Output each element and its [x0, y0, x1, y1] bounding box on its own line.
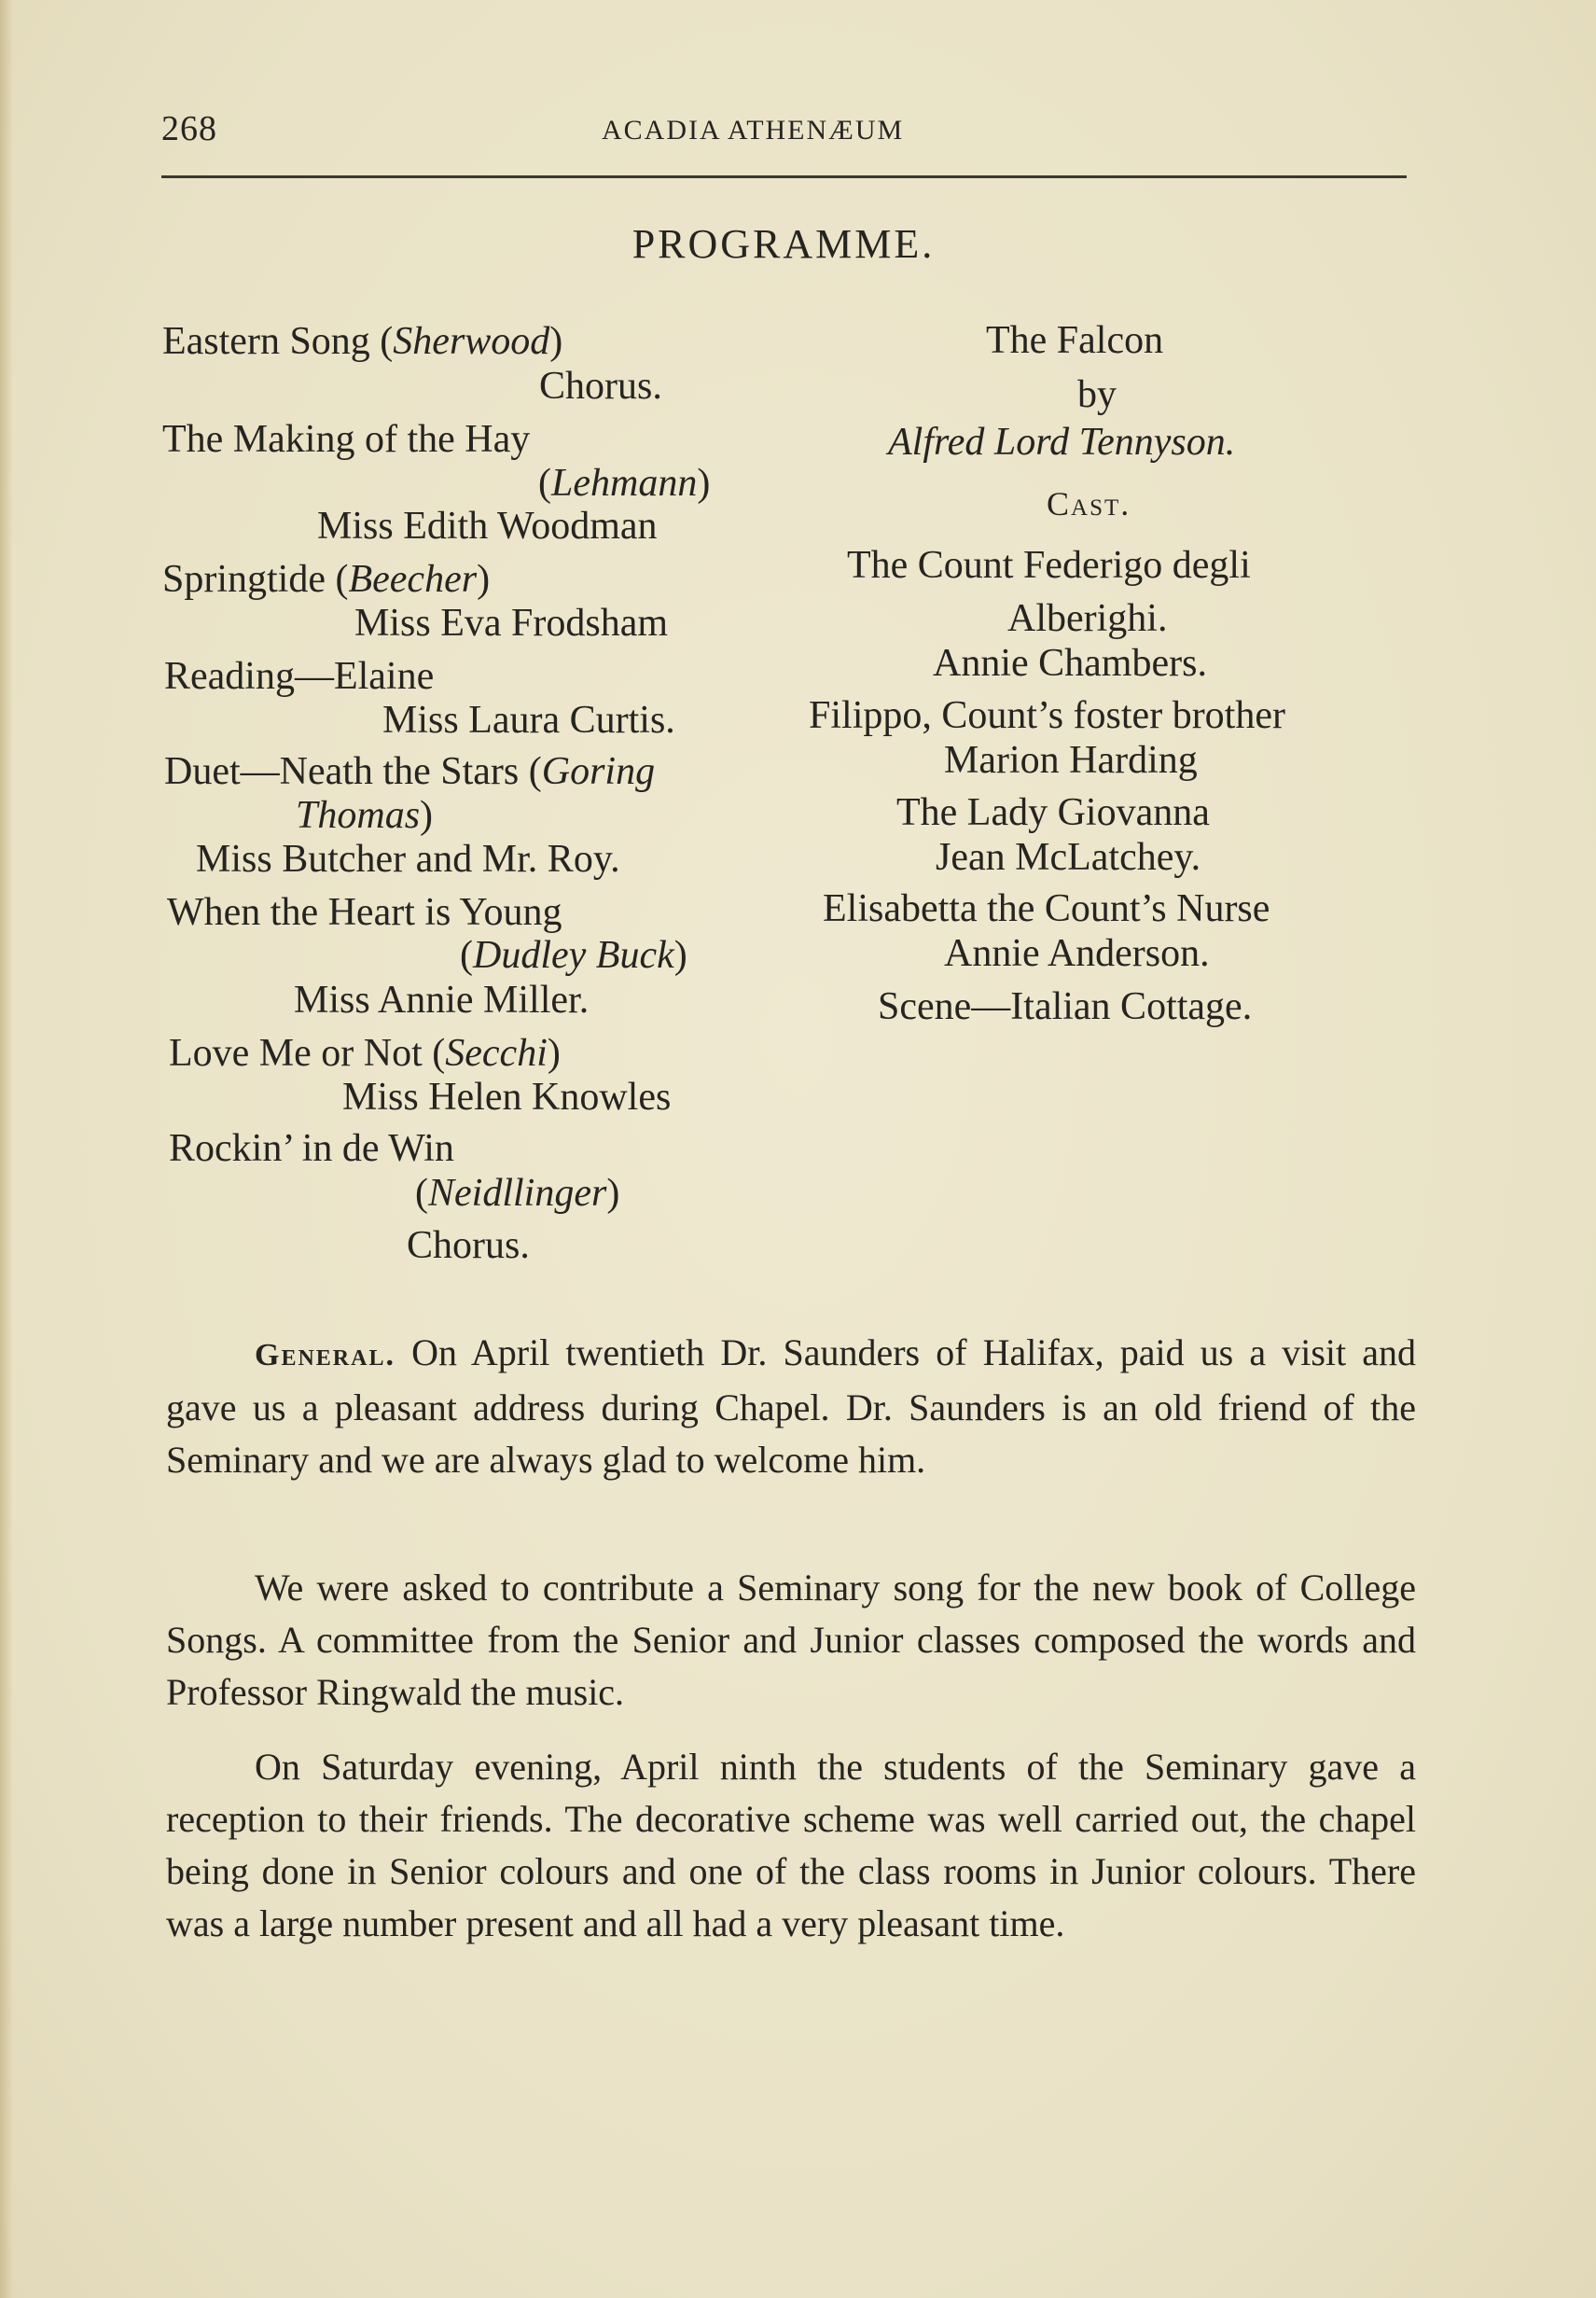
- cast-role: Alberighi.: [1007, 597, 1168, 640]
- cast-role: The Lady Giovanna: [896, 791, 1210, 834]
- cast-role: Filippo, Count’s foster brother: [809, 694, 1285, 737]
- programme-line: Thomas): [296, 794, 434, 837]
- programme-line: Miss Laura Curtis.: [382, 699, 675, 742]
- cast-heading: Cast.: [1047, 485, 1131, 522]
- header-rule: [161, 175, 1407, 178]
- programme-line: (Neidllinger): [415, 1172, 620, 1215]
- programme-line: Chorus.: [407, 1224, 530, 1267]
- programme-line: Miss Butcher and Mr. Roy.: [196, 838, 620, 881]
- running-title: ACADIA ATHENÆUM: [602, 115, 905, 146]
- cast-actor: Marion Harding: [944, 739, 1198, 782]
- programme-line: Eastern Song (Sherwood): [162, 320, 563, 363]
- programme-line: Duet—Neath the Stars (Goring: [164, 750, 656, 793]
- cast-actor: Jean McLatchey.: [936, 836, 1201, 879]
- programme-line: (Dudley Buck): [460, 934, 687, 977]
- general-paragraph: We were asked to contribute a Seminary song for the new book of College Songs. A committee from the Senior and Junior classes composed the words and Professor Ringwald the music.: [166, 1567, 1416, 1713]
- programme-line: When the Heart is Young: [167, 891, 562, 934]
- programme-line: Rockin’ in de Win: [169, 1127, 454, 1170]
- programme-line: Miss Annie Miller.: [294, 979, 590, 1022]
- programme-title: PROGRAMME.: [631, 221, 936, 267]
- general-lead: General.: [255, 1338, 396, 1372]
- programme-line: Love Me or Not (Secchi): [169, 1032, 561, 1075]
- programme-line: Springtide (Beecher): [162, 558, 491, 601]
- programme-line: The Making of the Hay: [162, 418, 531, 461]
- programme-line: Miss Eva Frodsham: [354, 602, 668, 645]
- programme-line: Reading—Elaine: [164, 655, 435, 698]
- general-paragraph: On Saturday evening, April ninth the students of the Seminary gave a reception to their friends. The decorative scheme was well carried out, the chapel being done in Senior colours and one of the class rooms in Junior colours. There was a large number present and all had a very pleasant time.: [166, 1746, 1416, 1944]
- play-author: Alfred Lord Tennyson.: [888, 421, 1236, 464]
- programme-line: (Lehmann): [538, 462, 711, 505]
- cast-role: The Count Federigo degli: [847, 544, 1251, 587]
- programme-line: Chorus.: [539, 365, 662, 408]
- play-by: by: [1077, 373, 1117, 416]
- cast-actor: Annie Anderson.: [944, 932, 1210, 975]
- scene-line: Scene—Italian Cottage.: [878, 985, 1253, 1028]
- programme-line: Miss Helen Knowles: [342, 1076, 672, 1119]
- play-title: The Falcon: [986, 319, 1164, 362]
- page-edge: [0, 0, 13, 2298]
- programme-line: Miss Edith Woodman: [317, 505, 658, 548]
- page-number: 268: [161, 109, 217, 148]
- cast-actor: Annie Chambers.: [933, 642, 1207, 685]
- cast-role: Elisabetta the Count’s Nurse: [823, 887, 1270, 930]
- general-paragraph: General. On April twentieth Dr. Saunders of Halifax, paid us a visit and gave us a pleasant address during Chapel. Dr. Saunders is an old friend of the Seminary and we are always glad to welcome him.: [166, 1331, 1416, 1481]
